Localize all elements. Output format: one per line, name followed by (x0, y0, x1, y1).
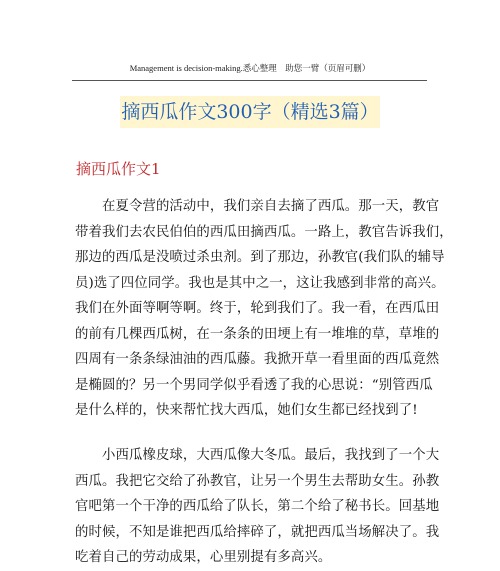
paragraph-line: 员)选了四位同学。我也是其中之一，这让我感到非常的高兴。 (75, 275, 445, 291)
section-heading: 摘西瓜作文1 (76, 160, 161, 178)
header-divider (72, 80, 427, 81)
paragraph-line: 带着我们去农民伯伯的西瓜田摘西瓜。一路上，教官告诉我们， (75, 224, 453, 240)
paragraph-1 (75, 194, 453, 424)
paragraph-line: 的时候，不知是谁把西瓜给摔碎了，就把西瓜当场解决了。我 (75, 524, 440, 540)
paragraph-line: 那边的西瓜是没喷过杀虫剂。到了那边，孙教官(我们队的辅导 (75, 250, 445, 265)
paragraph-line: 小西瓜橡皮球，大西瓜像大冬瓜。最后，我找到了一个大 (75, 448, 440, 463)
paragraph-line: 我们在外面等啊等啊。终于，轮到我们了。我一看，在西瓜田 (75, 301, 440, 316)
document-title: 摘西瓜作文300字（精选3篇） (120, 96, 380, 128)
paragraph-line: 的前有几棵西瓜树，在一条条的田埂上有一堆堆的草，草堆的 (75, 326, 440, 342)
paragraph-line: 吃着自己的劳动成果，心里别提有多高兴。 (75, 550, 332, 565)
paragraph-2 (75, 443, 440, 571)
paragraph-line: 在夏令营的活动中，我们亲自去摘了西瓜。那一天，教官 (75, 199, 440, 214)
paragraph-line: 西瓜。我把它交给了孙教官，让另一个男生去帮助女生。孙教 (75, 473, 440, 489)
page-header: Management is decision-making.悉心整理 助您一臂（页眉可删） (129, 63, 371, 73)
paragraph-line: 官吧第一个干净的西瓜给了队长，第二个给了秘书长。回基地 (75, 499, 440, 514)
paragraph-line: 四周有一条条绿油油的西瓜藤。我掀开草一看里面的西瓜竟然 (75, 352, 440, 367)
paragraph-line: 是什么样的，快来帮忙找大西瓜，她们女生都已经找到了! (75, 403, 418, 418)
paragraph-line: 是椭圆的？另一个男同学似乎看透了我的心思说：“别管西瓜 (75, 377, 433, 393)
